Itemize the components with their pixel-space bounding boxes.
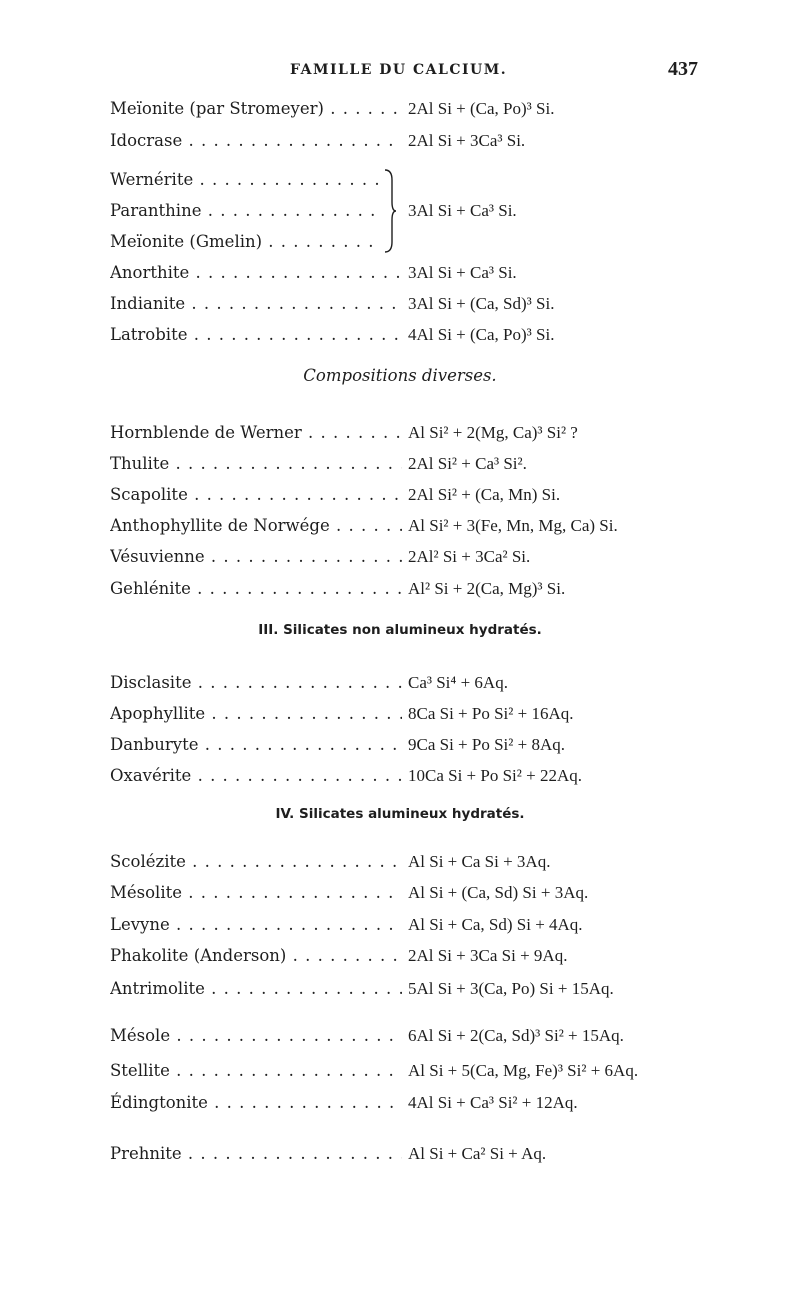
mineral-row xyxy=(0,421,800,445)
mineral-row xyxy=(0,452,800,476)
mineral-row xyxy=(0,881,800,905)
mineral-name: Mésole . . . xyxy=(110,1024,402,1048)
mineral-row xyxy=(0,977,800,1001)
mineral-formula: 5Al Si + 3(Ca, Po) Si + 15Aq. xyxy=(408,979,614,998)
mineral-formula: Ca³ Si⁴ + 6Aq. xyxy=(408,673,508,692)
mineral-name: Mésolite . . . xyxy=(110,881,402,905)
mineral-name: Antrimolite . . . xyxy=(110,977,402,1001)
mineral-name: Idocrase . . . xyxy=(110,129,402,153)
mineral-row xyxy=(0,850,800,874)
mineral-row xyxy=(0,944,800,968)
mineral-row xyxy=(0,1142,800,1166)
mineral-formula: 2Al² Si + 3Ca² Si. xyxy=(408,547,531,566)
mineral-name: Indianite . . . xyxy=(110,292,402,316)
section-heading: IV. Silicates alumineux hydratés. xyxy=(275,806,525,822)
mineral-name: Latrobite . . . xyxy=(110,323,402,347)
group-formula: 3Al Si + Ca³ Si. xyxy=(408,201,517,220)
mineral-row xyxy=(0,168,800,192)
mineral-formula: 9Ca Si + Po Si² + 8Aq. xyxy=(408,735,565,754)
mineral-name: Scolézite . . . xyxy=(110,850,402,874)
mineral-formula: Al Si² + 2(Mg, Ca)³ Si² ? xyxy=(408,423,578,442)
mineral-formula: 2Al Si + (Ca, Po)³ Si. xyxy=(408,99,555,118)
mineral-row xyxy=(0,733,800,757)
mineral-row xyxy=(0,323,800,347)
mineral-formula: 4Al Si + (Ca, Po)³ Si. xyxy=(408,325,555,344)
mineral-formula: Al Si + 5(Ca, Mg, Fe)³ Si² + 6Aq. xyxy=(408,1061,639,1080)
mineral-formula: 10Ca Si + Po Si² + 22Aq. xyxy=(408,766,582,785)
mineral-row xyxy=(0,97,800,121)
mineral-row xyxy=(0,702,800,726)
mineral-name: Hornblende de Werner . . . xyxy=(110,421,402,445)
mineral-row xyxy=(0,671,800,695)
mineral-row xyxy=(0,129,800,153)
mineral-row xyxy=(0,1059,800,1083)
mineral-formula: 4Al Si + Ca³ Si² + 12Aq. xyxy=(408,1093,578,1112)
mineral-name: Anorthite . . . xyxy=(110,261,402,285)
mineral-name: Anthophyllite de Norwége . . . xyxy=(110,514,402,538)
grouping-brace xyxy=(383,168,397,254)
mineral-formula: 2Al Si² + (Ca, Mn) Si. xyxy=(408,485,561,504)
mineral-formula: Al Si + Ca, Sd) Si + 4Aq. xyxy=(408,915,583,934)
mineral-row xyxy=(0,1024,800,1048)
mineral-name: Oxavérite . . . xyxy=(110,764,402,788)
mineral-formula: 3Al Si + Ca³ Si. xyxy=(408,263,517,282)
page-header xyxy=(0,60,800,84)
mineral-row xyxy=(0,913,800,937)
mineral-name: Prehnite . . . xyxy=(110,1142,402,1166)
mineral-name: Apophyllite . . . xyxy=(110,702,402,726)
mineral-formula: 2Al Si² + Ca³ Si². xyxy=(408,454,527,473)
mineral-row xyxy=(0,514,800,538)
mineral-formula: Al Si + (Ca, Sd) Si + 3Aq. xyxy=(408,883,589,902)
mineral-row xyxy=(0,483,800,507)
running-title: FAMILLE DU CALCIUM. xyxy=(290,62,508,78)
mineral-name: Gehlénite . . . xyxy=(110,577,402,601)
section-title: Compositions diverses. xyxy=(303,366,497,385)
mineral-name: Meïonite (Gmelin) . . . xyxy=(110,230,380,254)
mineral-row xyxy=(0,230,800,254)
mineral-formula: 6Al Si + 2(Ca, Sd)³ Si² + 15Aq. xyxy=(408,1026,624,1045)
mineral-formula: 2Al Si + 3Ca³ Si. xyxy=(408,131,526,150)
mineral-row xyxy=(0,292,800,316)
mineral-name: Wernérite . . . xyxy=(110,168,380,192)
mineral-row xyxy=(0,545,800,569)
mineral-name: Levyne . . . xyxy=(110,913,402,937)
mineral-name: Disclasite . . . xyxy=(110,671,402,695)
mineral-name: Stellite . . . xyxy=(110,1059,402,1083)
mineral-formula: Al Si + Ca Si + 3Aq. xyxy=(408,852,551,871)
mineral-name: Danburyte . . . xyxy=(110,733,402,757)
mineral-name: Vésuvienne . . . xyxy=(110,545,402,569)
mineral-row xyxy=(0,261,800,285)
mineral-row xyxy=(0,764,800,788)
page-number: 437 xyxy=(668,58,698,80)
mineral-formula: 3Al Si + (Ca, Sd)³ Si. xyxy=(408,294,555,313)
mineral-row xyxy=(0,199,800,223)
mineral-formula: Al Si + Ca² Si + Aq. xyxy=(408,1144,547,1163)
section-heading: III. Silicates non alumineux hydratés. xyxy=(258,622,542,638)
mineral-formula: Al Si² + 3(Fe, Mn, Mg, Ca) Si. xyxy=(408,516,618,535)
mineral-formula: 2Al Si + 3Ca Si + 9Aq. xyxy=(408,946,568,965)
mineral-name: Paranthine . . . xyxy=(110,199,380,223)
mineral-name: Thulite . . . xyxy=(110,452,402,476)
mineral-name: Édingtonite . . . xyxy=(110,1091,402,1115)
mineral-row xyxy=(0,1091,800,1115)
mineral-row xyxy=(0,577,800,601)
mineral-name: Scapolite . . . xyxy=(110,483,402,507)
mineral-name: Meïonite (par Stromeyer) . . . xyxy=(110,97,402,121)
mineral-name: Phakolite (Anderson) . . . xyxy=(110,944,402,968)
mineral-formula: 8Ca Si + Po Si² + 16Aq. xyxy=(408,704,574,723)
mineral-formula: Al² Si + 2(Ca, Mg)³ Si. xyxy=(408,579,566,598)
